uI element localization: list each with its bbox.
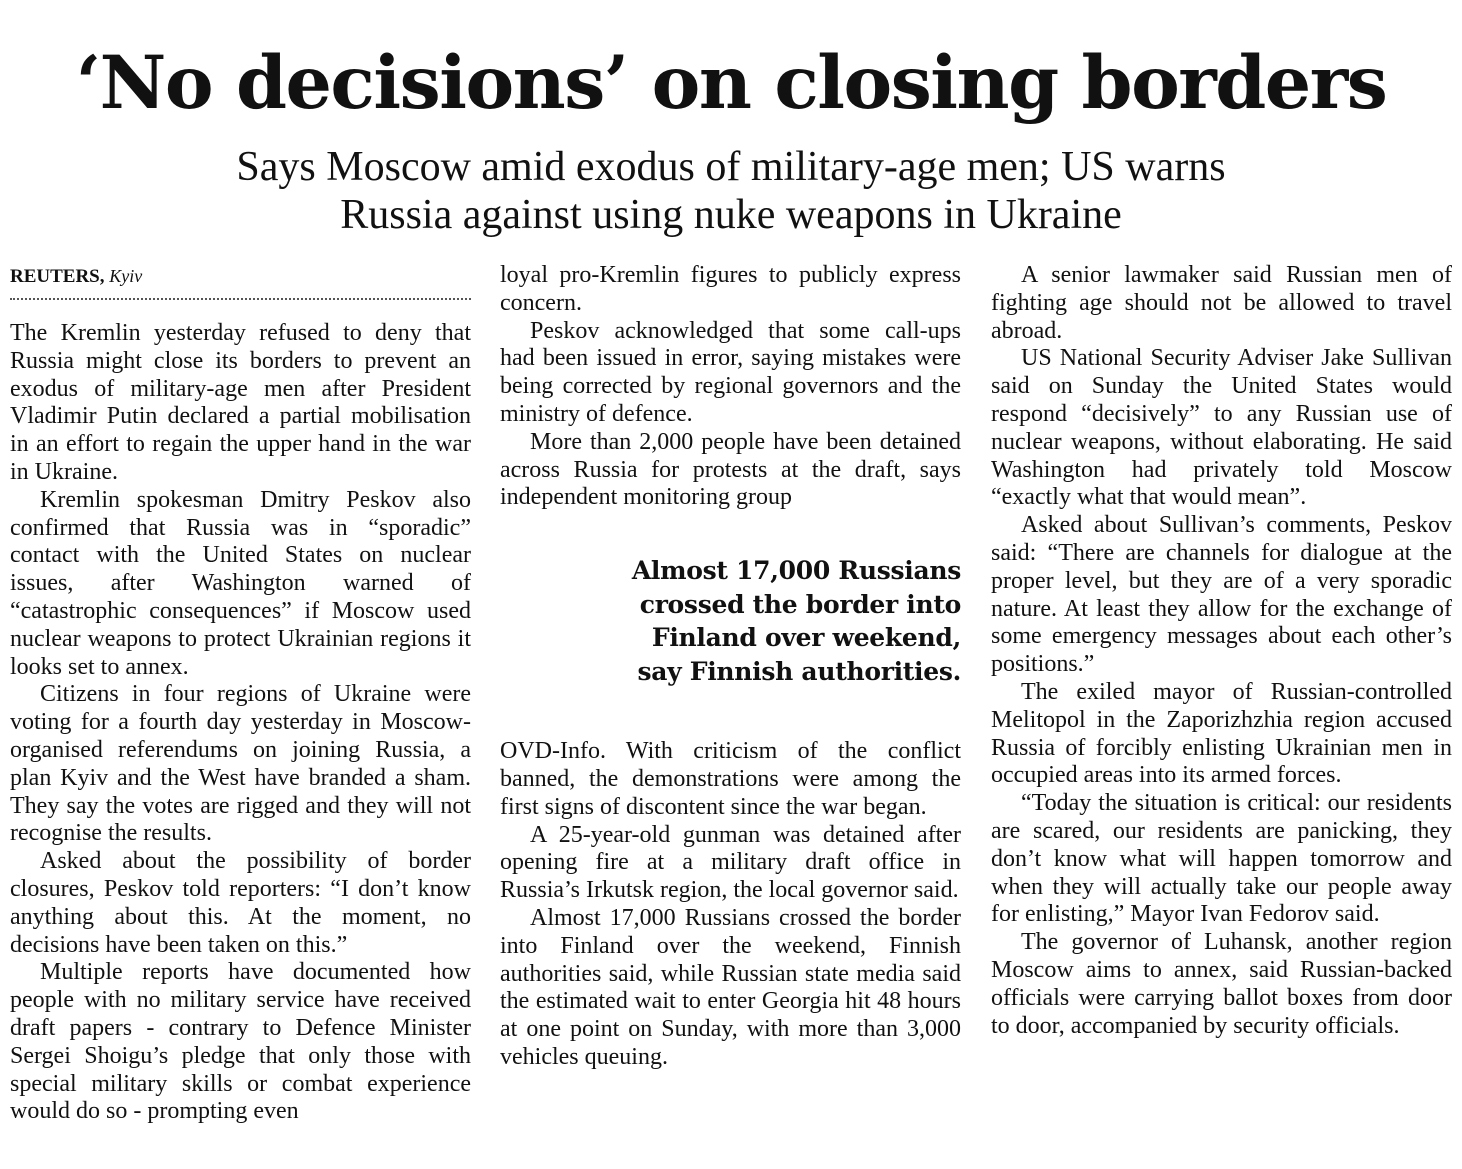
byline-agency: REUTERS, xyxy=(10,266,105,287)
paragraph: “Today the situation is critical: our residents are scared, our residents are panicking, they don’t know what will happen tomorrow and when they will actually take our people away for enlisting,” Mayor Ivan Fedorov said. xyxy=(991,790,1452,928)
byline xyxy=(10,262,471,290)
byline-dateline: Kyiv xyxy=(109,266,143,286)
pull-quote-line: crossed the border into xyxy=(639,589,961,619)
paragraph: loyal pro-Kremlin figures to publicly express concern. xyxy=(500,262,961,316)
paragraph: The exiled mayor of Russian-controlled Melitopol in the Zaporizhzhia region accused Russia of forcibly enlisting Ukrainian men in occupied areas into its armed forces. xyxy=(991,678,1452,789)
paragraph: The Kremlin yesterday refused to deny that Russia might close its borders to prevent an exodus of military-age men after President Vladimir Putin declared a partial mobilisation in an effort to regain the upper hand in the war in Ukraine. xyxy=(10,320,471,485)
pull-quote-line: say Finnish authorities. xyxy=(637,656,961,686)
paragraph: Asked about Sullivan’s comments, Peskov said: “There are channels for dialogue at the proper level, but they are of a very sporadic nature. At least they allow for the exchange of some emergency messages about each other’s positions.” xyxy=(991,512,1452,678)
pull-quote xyxy=(500,554,961,688)
paragraph: More than 2,000 people have been detained across Russia for protests at the draft, says independent monitoring group xyxy=(500,428,961,511)
article-column-2 xyxy=(500,262,961,1072)
paragraph: Kremlin spokesman Dmitry Peskov also confirmed that Russia was in “sporadic” contact with the United States on nuclear issues, after Washington warned of “catastrophic consequences” if Moscow used nuclear weapons to protect Ukrainian regions it looks set to annex. xyxy=(10,486,471,680)
paragraph: Almost 17,000 Russians crossed the border into Finland over the weekend, Finnish authorities said, while Russian state media said the estimated wait to enter Georgia hit 48 hours at one point on Sunday, with more than 3,000 vehicles queuing. xyxy=(500,904,961,1070)
pull-quote-line: Finland over weekend, xyxy=(651,623,961,653)
subheadline-line: Says Moscow amid exodus of military-age men; US warns xyxy=(236,144,1226,190)
paragraph: Peskov acknowledged that some call-ups had been issued in error, saying mistakes were being corrected by regional governors and the ministry of defence. xyxy=(500,317,961,427)
paragraph: OVD-Info. With criticism of the conflict banned, the demonstrations were among the first signs of discontent since the war began. xyxy=(500,738,961,820)
paragraph: US National Security Adviser Jake Sullivan said on Sunday the United States would respond “decisively” to any Russian use of nuclear weapons, without elaborating. He said Washington had privately told Moscow “exactly what that would mean”. xyxy=(991,345,1452,511)
paragraph: A senior lawmaker said Russian men of fighting age should not be allowed to travel abroad. xyxy=(991,262,1452,344)
paragraph: Citizens in four regions of Ukraine were voting for a fourth day yesterday in Moscow-organised referendums on joining Russia, a plan Kyiv and the West have branded a sham. They say the votes are rigged and they will not recognise the results. xyxy=(10,681,471,847)
pull-quote-line: Almost 17,000 Russians xyxy=(631,556,961,586)
subheadline xyxy=(0,143,1462,239)
byline-divider xyxy=(10,298,471,300)
headline: ‘No decisions’ on closing borders xyxy=(75,40,1387,126)
article-column-3 xyxy=(991,262,1452,1040)
paragraph: Asked about the possibility of border closures, Peskov told reporters: “I don’t know anything about this. At the moment, no decisions have been taken on this.” xyxy=(10,848,471,958)
paragraph: A 25-year-old gunman was detained after opening fire at a military draft office in Russia’s Irkutsk region, the local governor said. xyxy=(500,821,961,904)
subheadline-line: Russia against using nuke weapons in Ukraine xyxy=(340,192,1122,238)
article-column-1 xyxy=(10,262,471,1126)
paragraph: The governor of Luhansk, another region Moscow aims to annex, said Russian-backed officials were carrying ballot boxes from door to door, accompanied by security officials. xyxy=(991,929,1452,1039)
paragraph: Multiple reports have documented how people with no military service have received draft papers - contrary to Defence Minister Sergei Shoigu’s pledge that only those with special military skills or combat experience would do so - prompting even xyxy=(10,959,471,1125)
